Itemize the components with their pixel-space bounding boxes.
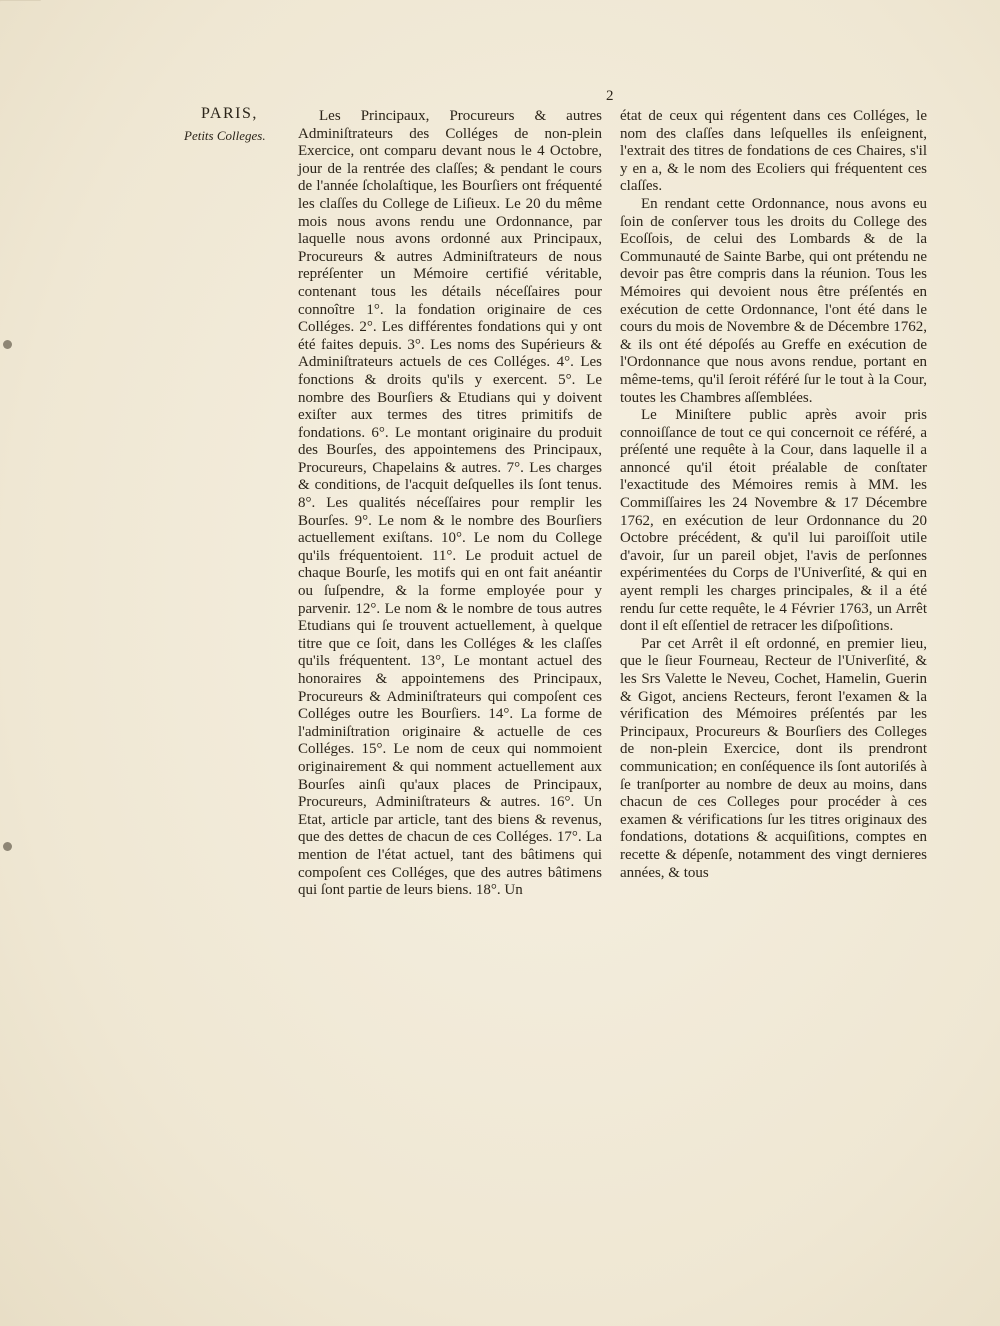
right-paragraph-3: Le Miniſtere public après avoir pris connoiſſance de tout ce qui concernoit ce référé, a préſenté une requête à la Cour, dans laquelle il a annoncé qu'il étoit préalable de conſtater l'exactitude des Mémoires remis à MM. les Commiſſaires les 24 Novembre & 17 Décembre 1762, en exécution de leur Ordonnance du 20 Octobre précédent, & qu'il lui paroiſſoit utile d'avoir, ſur un pareil objet, l'avis de perſonnes expérimentées du Corps de l'Univerſité, & qui en ayent rempli les charges principales, & il a été rendu ſur cette requête, le 4 Février 1763, un Arrêt dont il eſt eſſentiel de retracer les diſpoſitions. bbox=[620, 407, 927, 635]
margin-subheading: Petits Colleges. bbox=[184, 128, 266, 143]
page-number: 2 bbox=[606, 88, 614, 104]
binding-hole-top bbox=[3, 340, 12, 349]
binding-hole-bottom bbox=[3, 842, 12, 851]
right-text-column bbox=[620, 108, 927, 882]
left-text-column bbox=[298, 108, 602, 900]
left-paragraph-1: Les Principaux, Procureurs & autres Adminiſtrateurs des Colléges de non-plein Exercice, ont comparu devant nous le 4 Octobre, jour de la rentrée des claſſes; & pendant le cours de l'année ſcholaſtique, les Bourſiers ont fréquenté les claſſes du College de Liſieux. Le 20 du même mois nous avons rendu une Ordonnance, par laquelle nous avons ordonné aux Principaux, Procureurs & autres Adminiſtrateurs de nous repréſenter un Mémoire certifié véritable, contenant tous les détails néceſſaires pour connoître 1°. la fondation originaire de ces Colléges. 2°. Les différentes fondations qui y ont été faites depuis. 3°. Les noms des Supérieurs & Adminiſtrateurs actuels de ces Colléges. 4°. Les fonctions & droits qu'ils y exercent. 5°. Le nombre des Bourſiers & Etudians qui y doivent exiſter aux termes des titres primitifs de fondations. 6°. Le montant originaire du produit des Bourſes, des appointemens des Principaux, Procureurs, Chapelains & autres. 7°. Les charges & conditions, de l'acquit deſquelles ils ſont tenus. 8°. Les qualités néceſſaires pour remplir les Bourſes. 9°. Le nom & le nombre des Bourſiers actuellement exiſtans. 10°. Le nom du College qu'ils fréquentoient. 11°. Le produit actuel de chaque Bourſe, les motifs qui en ont fait anéantir ou ſuſpendre, & la forme employée pour y parvenir. 12°. Le nom & le nombre de tous autres Etudians qui ſe trouvent actuellement, à quelque titre que ce ſoit, dans les Colléges & les claſſes qu'ils fréquentent. 13°, Le montant actuel des honoraires & appointemens des Principaux, Procureurs & Adminiſtrateurs qui compoſent ces Colléges outre les Bourſiers. 14°. La forme de l'adminiſtration originaire & actuelle de ces Colléges. 15°. Le nom de ceux qui nommoient originairement & qui nomment actuellement aux Bourſes ainſi qu'aux places de Principaux, Procureurs, Adminiſtrateurs & autres. 16°. Un Etat, article par article, tant des biens & revenus, que des dettes de chacun de ces Colléges. 17°. La mention de l'état actuel, tant des bâtimens qui compoſent ces Colléges, que des autres bâtimens qui ſont partie de leurs biens. 18°. Un bbox=[298, 108, 602, 899]
margin-heading: PARIS, bbox=[201, 105, 258, 122]
right-paragraph-4: Par cet Arrêt il eſt ordonné, en premier lieu, que le ſieur Fourneau, Recteur de l'Univerſité, & les Srs Valette le Neveu, Cochet, Hamelin, Guerin & Gigot, anciens Recteurs, feront l'examen & la vérification des Mémoires préſentés par les Principaux, Procureurs & Bourſiers des Colleges de non-plein Exercice, dont ils prendront communication; en conſéquence ils ſont autoriſés à ſe tranſporter au nombre de deux au moins, dans chacun de ces Colleges pour procéder à ces examen & vérifications ſur les titres originaux des fondations, dotations & acquiſitions, comptes en recette & dépenſe, notamment des vingt dernieres années, & tous bbox=[620, 635, 927, 881]
page-corner-fold bbox=[0, 0, 41, 41]
right-paragraph-2: En rendant cette Ordonnance, nous avons eu ſoin de conſerver tous les droits du College des Ecoſſois, de celui des Lombards & de la Communauté de Sainte Barbe, qui ont prétendu ne devoir pas être compris dans la réunion. Tous les Mémoires qui devoient nous être préſentés en exécution de cette Ordonnance, l'ont été dans le cours du mois de Novembre & de Décembre 1762, & ils ont été dépoſés au Greffe en exécution de l'Ordonnance que nous avons rendue, portant en même-tems, qu'il ſeroit référé ſur le tout à la Cour, toutes les Chambres aſſemblées. bbox=[620, 195, 927, 406]
right-paragraph-1: état de ceux qui régentent dans ces Colléges, le nom des claſſes dans leſquelles ils enſeignent, l'extrait des titres de fondations de ces Chaires, s'il y en a, & le nom des Ecoliers qui fréquentent ces claſſes. bbox=[620, 108, 927, 195]
